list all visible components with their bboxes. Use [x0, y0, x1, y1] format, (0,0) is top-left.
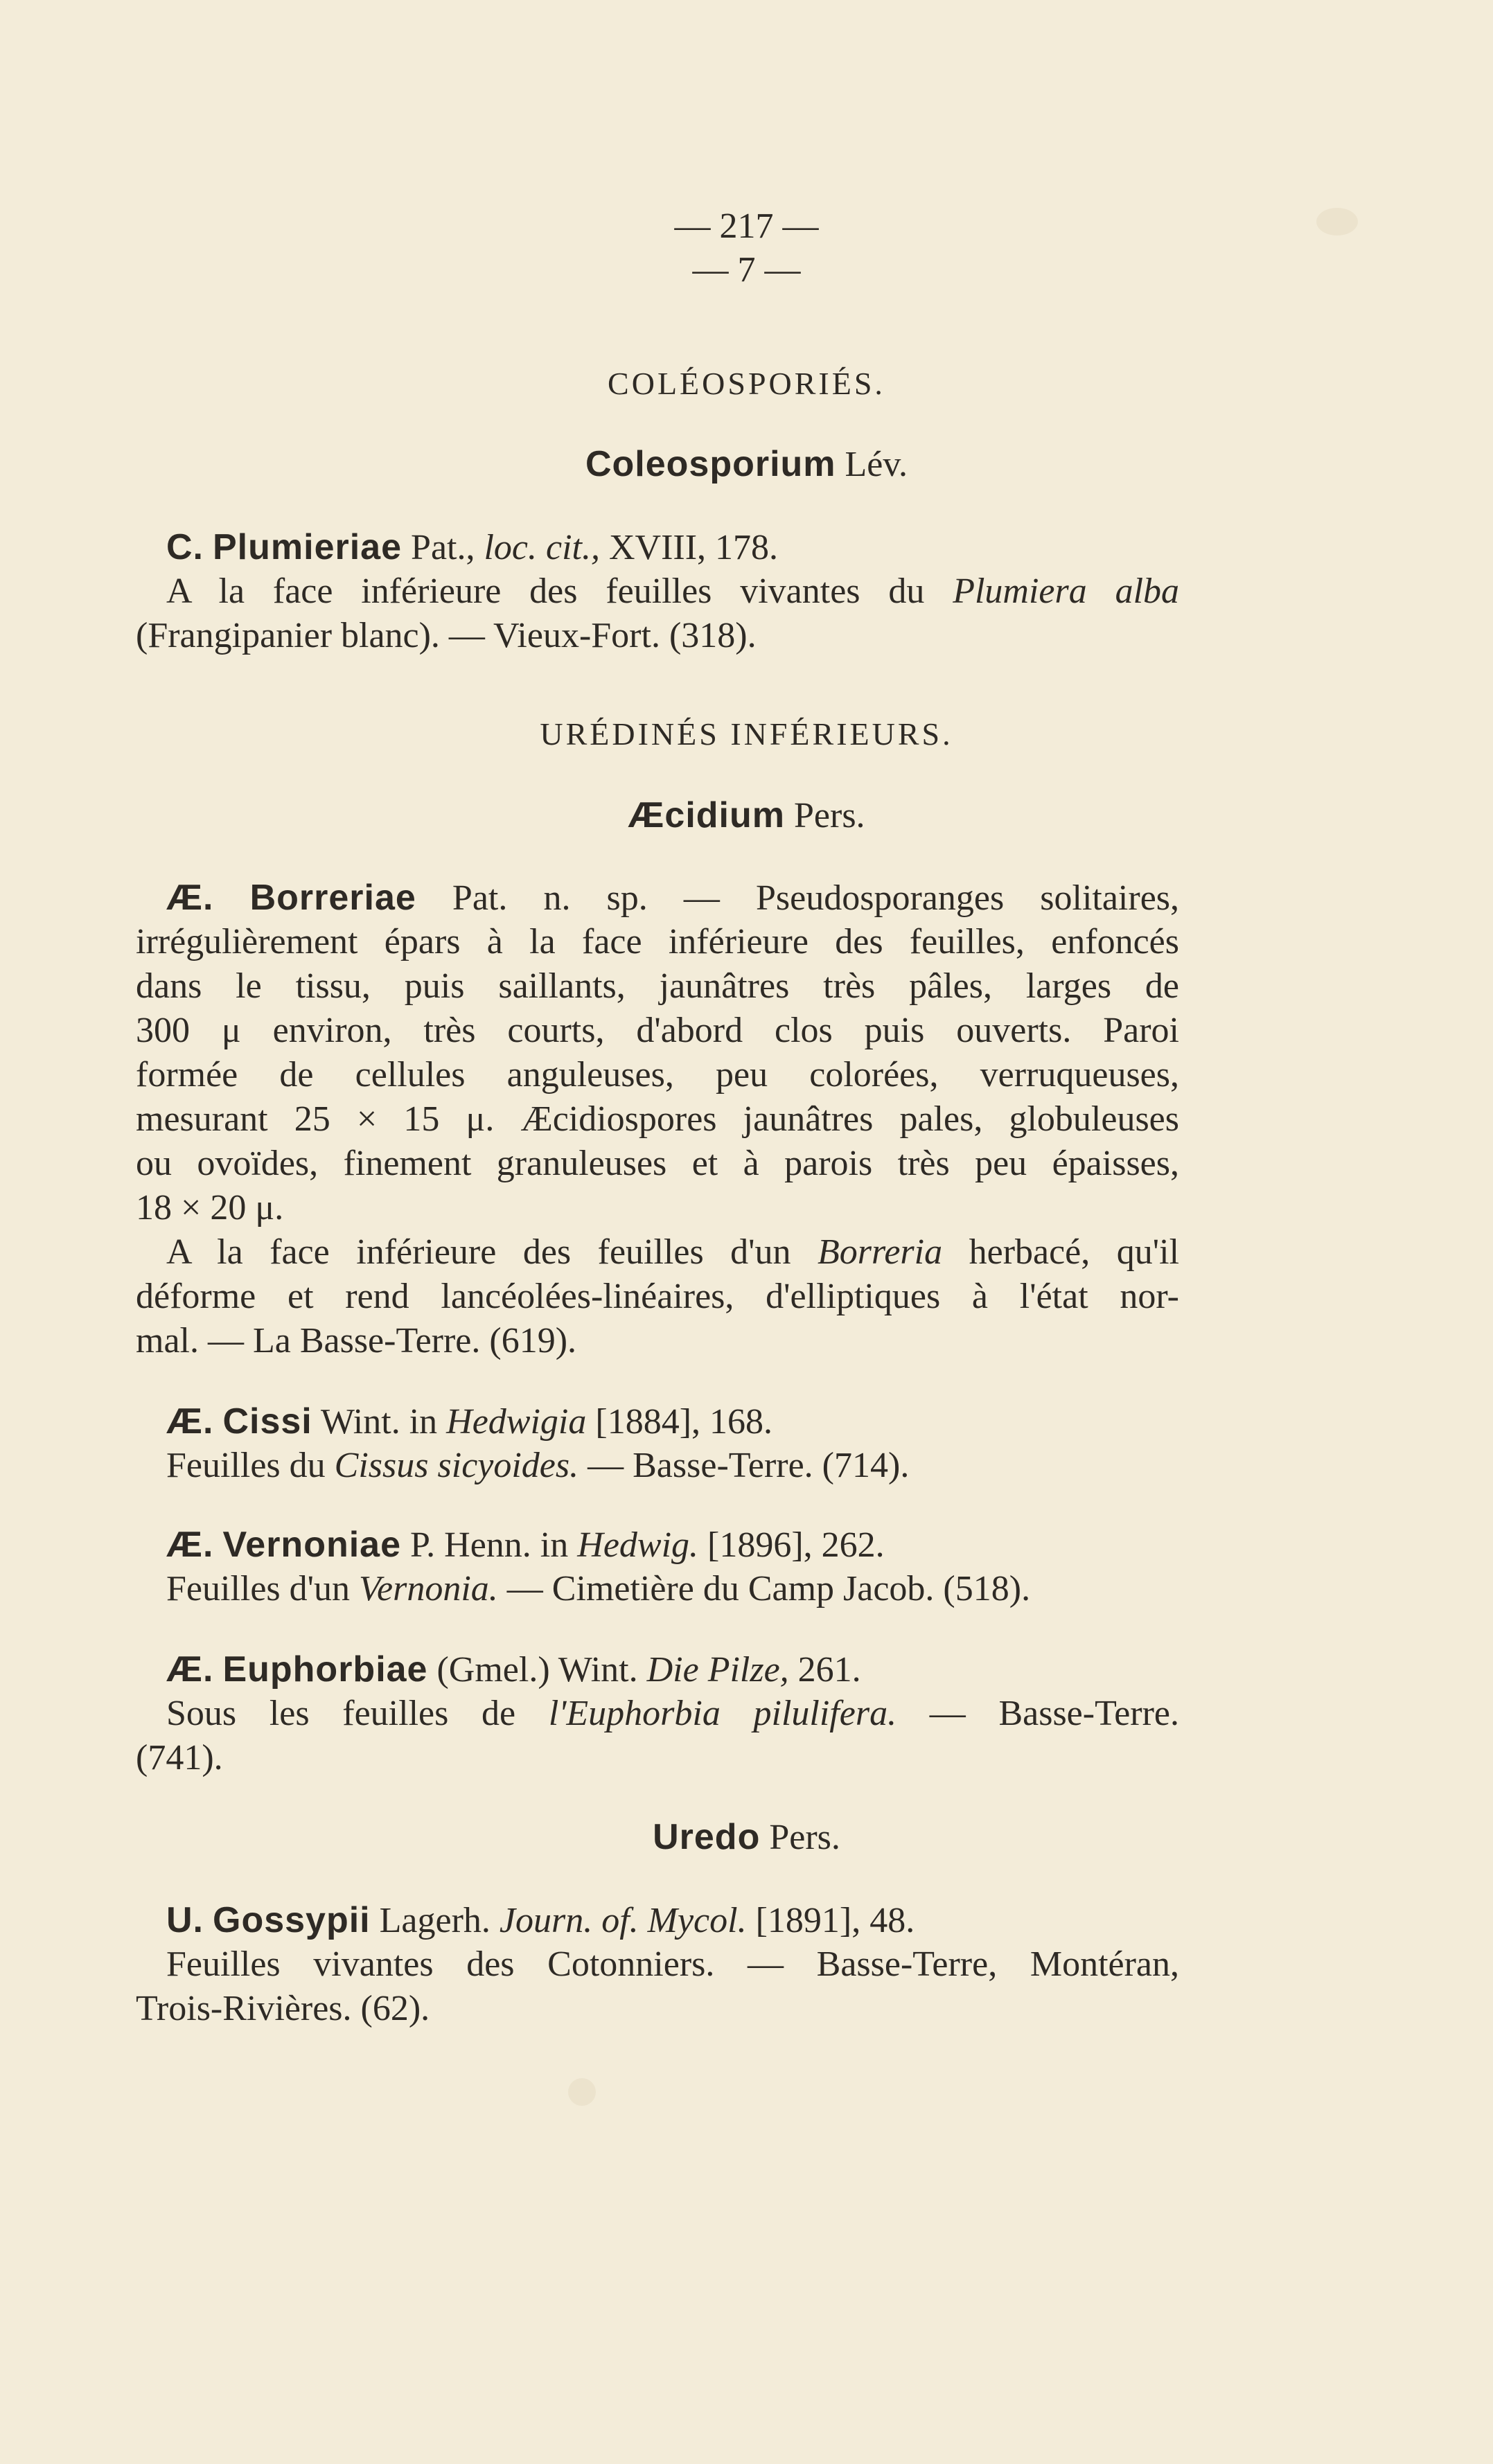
entry-borreriae-habitat-last: mal. — La Basse-Terre. (619). — [136, 1321, 577, 1360]
genus-heading-coleosporium — [0, 442, 1493, 487]
entry-vernoniae-title: Æ. Vernoniae P. Henn. in Hedwig. [1896], 262. — [166, 1525, 885, 1565]
genus-name: Coleosporium — [585, 444, 836, 484]
section-heading-uredines: URÉDINÉS INFÉRIEURS. — [540, 716, 953, 752]
entry-borreriae-habitat-line: A la face inférieure des feuilles d'un Borreria herbacé, qu'il — [166, 1232, 1180, 1272]
entry-code: Æ. — [166, 878, 214, 918]
entry-borreriae-title — [136, 876, 1179, 921]
entry-gossypii-habitat-last: Trois-Rivières. (62). — [136, 1989, 430, 2028]
entry-borreriae-description-line: formée de cellules anguleuses, peu colorées, verruqueuses, — [136, 1055, 1179, 1094]
genus-heading-aecidium — [0, 793, 1493, 838]
entry-borreriae-description-line: 300 μ environ, très courts, d'abord clos puis ouverts. Paroi — [136, 1011, 1179, 1050]
habitat-host: Plumiera alba — [953, 571, 1180, 611]
entry-euphorbiae-title: Æ. Euphorbiae (Gmel.) Wint. Die Pilze, 261. — [166, 1649, 861, 1690]
page-number-secondary: — 7 — — [692, 250, 801, 290]
genus-heading-uredo — [0, 1815, 1493, 1860]
entry-species: Vernoniae — [222, 1525, 402, 1565]
habitat-host: Borreria — [818, 1232, 943, 1272]
entry-species: Cissi — [222, 1401, 312, 1442]
entry-ref-italic: loc. cit., — [484, 528, 600, 567]
section-heading-coleosporiees: COLÉOSPORIÉS. — [608, 366, 885, 401]
entry-species: Plumieriae — [213, 527, 403, 567]
entry-borreriae-description-line: dans le tissu, puis saillants, jaunâtres très pâles, larges de — [136, 966, 1179, 1006]
entry-cissi-title: Æ. Cissi Wint. in Hedwigia [1884], 168. — [166, 1401, 773, 1442]
entry-borreriae-description-line: ou ovoïdes, finement granuleuses et à parois très peu épaisses, — [136, 1144, 1179, 1183]
genus-author: Pers. — [769, 1818, 840, 1857]
entry-borreriae-description-last: 18 × 20 μ. — [136, 1188, 284, 1227]
entry-euphorbiae-habitat-last: (741). — [136, 1738, 223, 1778]
genus-author: Pers. — [794, 796, 865, 835]
entry-plumieriae-habitat-line-2: (Frangipanier blanc). — Vieux-Fort. (318). — [136, 616, 757, 655]
entry-borreriae-description-line: mesurant 25 × 15 μ. Æcidiospores jaunâtres pales, globuleuses — [136, 1099, 1179, 1139]
entry-ref: XVIII, 178. — [609, 528, 779, 567]
entry-borreriae-habitat-line: déforme et rend lancéolées-linéaires, d'elliptiques à l'état nor- — [136, 1277, 1179, 1316]
entry-plumieriae-title — [166, 525, 778, 570]
entry-gossypii-habitat: Feuilles vivantes des Cotonniers. — Basse-Terre, Montéran, — [166, 1944, 1179, 1984]
entry-gossypii-title: U. Gossypii Lagerh. Journ. of. Mycol. [1891], 48. — [166, 1900, 915, 1940]
genus-author: Lév. — [845, 445, 908, 484]
entry-plumieriae-habitat-line — [136, 569, 1179, 614]
entry-author: Pat., — [411, 528, 475, 567]
habitat-text: A la face inférieure des feuilles vivantes du — [166, 571, 925, 611]
page-number-primary: — 217 — — [674, 206, 819, 246]
entry-borreriae-description-line: irrégulièrement épars à la face inférieure des feuilles, enfoncés — [136, 922, 1179, 961]
entry-species: Borreriae — [249, 878, 416, 918]
entry-cissi-habitat: Feuilles du Cissus sicyoides. — Basse-Terre. (714). — [166, 1446, 910, 1485]
genus-name: Æcidium — [628, 795, 785, 835]
entry-code: C. — [166, 527, 204, 567]
entry-species: Gossypii — [213, 1900, 371, 1940]
entry-euphorbiae-habitat: Sous les feuilles de l'Euphorbia pilulifera. — Basse-Terre. — [166, 1694, 1180, 1733]
entry-species: Euphorbiae — [222, 1649, 428, 1690]
paper-stain — [568, 2078, 596, 2106]
entry-description: Pat. n. sp. — Pseudosporanges solitaires, — [452, 878, 1180, 918]
entry-vernoniae-habitat: Feuilles d'un Vernonia. — Cimetière du Camp Jacob. (518). — [166, 1569, 1031, 1608]
genus-name: Uredo — [653, 1817, 761, 1857]
